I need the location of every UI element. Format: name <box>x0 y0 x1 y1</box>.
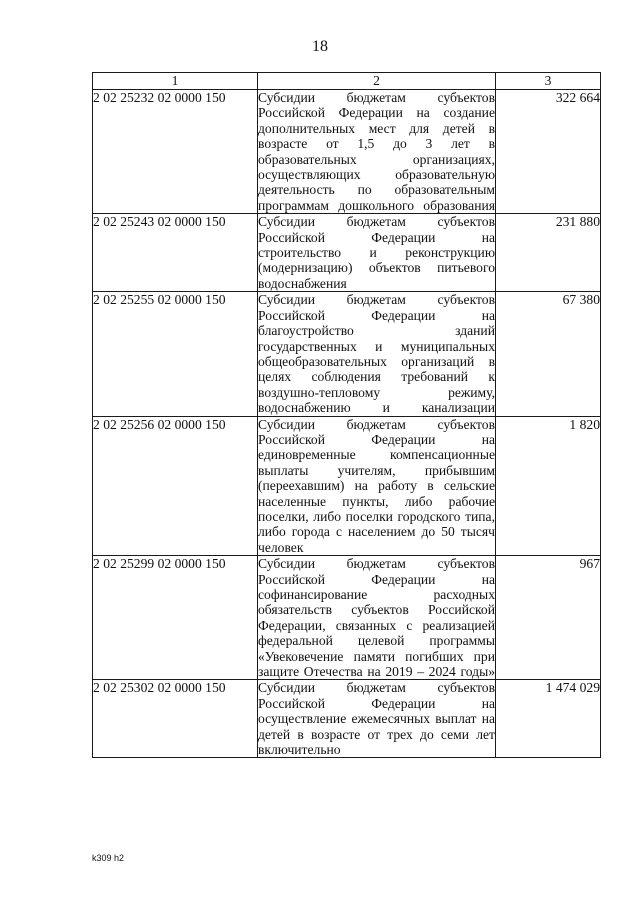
row-amount: 231 880 <box>496 214 601 292</box>
row-amount: 967 <box>496 556 601 680</box>
budget-table <box>92 72 601 758</box>
row-code: 2 02 25243 02 0000 150 <box>93 214 258 292</box>
row-code: 2 02 25256 02 0000 150 <box>93 416 258 556</box>
row-code: 2 02 25232 02 0000 150 <box>93 90 258 214</box>
row-description: Субсидии бюджетам субъектов Российской Федерации на осуществление ежемесячных выплат на детей в возрасте от трех до семи лет включительно <box>258 680 495 758</box>
row-code: 2 02 25299 02 0000 150 <box>93 556 258 680</box>
column-header-description: 2 <box>258 73 496 90</box>
table-header-row <box>93 73 601 90</box>
footer-code: k309 h2 <box>92 853 125 863</box>
row-description: Субсидии бюджетам субъектов Российской Федерации на строительство и реконструкцию (модернизацию) объектов питьевого водоснабжения <box>258 214 495 291</box>
row-amount: 1 474 029 <box>496 680 601 758</box>
row-description: Субсидии бюджетам субъектов Российской Федерации на единовременные компенсационные выплаты учителям, прибывшим (переехавшим) на работу в сельские населенные пункты, либо рабочие поселки, либо поселки городского типа, либо города с населением до 50 тысяч человек <box>258 416 495 555</box>
table-row <box>93 416 601 556</box>
column-header-amount: 3 <box>496 73 601 90</box>
row-code: 2 02 25255 02 0000 150 <box>93 292 258 416</box>
row-amount: 1 820 <box>496 416 601 556</box>
row-code: 2 02 25302 02 0000 150 <box>93 680 258 758</box>
column-header-code: 1 <box>93 73 258 90</box>
table-row <box>93 90 601 214</box>
table-row <box>93 214 601 292</box>
row-description: Субсидии бюджетам субъектов Российской Федерации на создание дополнительных мест для детей в возрасте от 1,5 до 3 лет в образовательных организациях, осуществляющих образовательную деятельность по образовательным программам дошкольного образования <box>258 90 495 213</box>
row-amount: 322 664 <box>496 90 601 214</box>
row-description: Субсидии бюджетам субъектов Российской Федерации на благоустройство зданий государственных и муниципальных общеобразовательных организаций в целях соблюдения требований к воздушно-тепловому режиму, водоснабжению и канализации <box>258 292 495 416</box>
table-row <box>93 556 601 680</box>
row-amount: 67 380 <box>496 292 601 416</box>
row-description: Субсидии бюджетам субъектов Российской Федерации на софинансирование расходных обязательств субъектов Российской Федерации, связанных с реализацией федеральной целевой программы «Увековечение памяти погибших при защите Отечества на 2019 – 2024 годы» <box>258 556 495 680</box>
table-row <box>93 292 601 416</box>
table-row <box>93 680 601 758</box>
page-number: 18 <box>312 38 328 55</box>
